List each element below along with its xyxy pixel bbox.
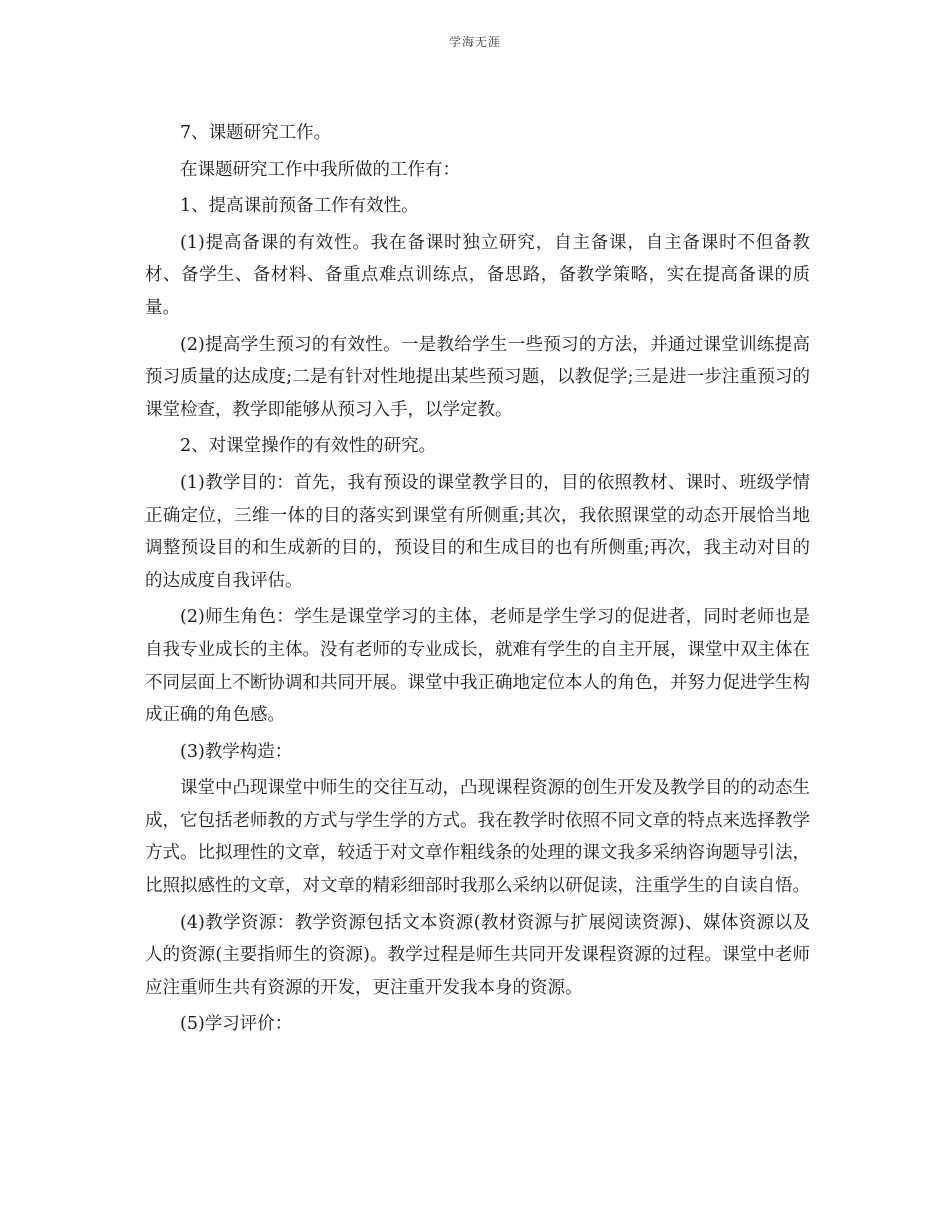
document-body xyxy=(145,117,810,1045)
paragraph: 7、课题研究工作。 xyxy=(180,123,332,143)
paragraph: 课堂中凸现课堂中师生的交往互动，凸现课程资源的创生开发及教学目的的动态生成，它包括老师教的方式与学生学的方式。我在教学时依照不同文章的特点来选择教学方式。比拟理性的文章，较适于对文章作粗线条的处理的课文我多采纳咨询题导引法，比照拟感性的文章，对文章的精彩细部时我那么采纳以研促读，注重学生的自读自悟。 xyxy=(145,778,810,897)
paragraph: (3)教学构造： xyxy=(180,741,293,762)
paragraph: (5)学习评价： xyxy=(180,1014,293,1035)
paragraph: 1、提高课前预备工作有效性。 xyxy=(180,196,419,217)
paragraph: (2)师生角色：学生是课堂学习的主体，老师是学生学习的促进者，同时老师也是自我专业成长的主体。没有老师的专业成长，就难有学生的自主开展，课堂中双主体在不同层面上不断协调和共同开展。课堂中我正确地定位本人的角色，并努力促进学生构成正确的角色感。 xyxy=(145,607,810,726)
paragraph: (1)提高备课的有效性。我在备课时独立研究，自主备课，自主备课时不但备教材、备学生、备材料、备重点难点训练点，备思路，备教学策略，实在提高备课的质量。 xyxy=(145,232,810,318)
paragraph: (1)教学目的：首先，我有预设的课堂教学目的，目的依照教材、课时、班级学情正确定位，三维一体的目的落实到课堂有所侧重;其次，我依照课堂的动态开展恰当地调整预设目的和生成新的目的，预设目的和生成目的也有所侧重;再次，我主动对目的的达成度自我评估。 xyxy=(145,472,810,591)
paragraph: (4)教学资源：教学资源包括文本资源(教材资源与扩展阅读资源)、媒体资源以及人的资源(主要指师生的资源)。教学过程是师生共同开发课程资源的过程。课堂中老师应注重师生共有资源的开发，更注重开发我本身的资源。 xyxy=(145,912,810,998)
paragraph: 2、对课堂操作的有效性的研究。 xyxy=(180,436,437,457)
paragraph: 在课题研究工作中我所做的工作有： xyxy=(180,159,460,180)
paragraph: (2)提高学生预习的有效性。一是教给学生一些预习的方法，并通过课堂训练提高预习质量的达成度;二是有针对性地提出某些预习题，以教促学;三是进一步注重预习的课堂检查，教学即能够从预习入手，以学定教。 xyxy=(145,334,810,420)
page-header: 学海无涯 xyxy=(448,35,501,49)
